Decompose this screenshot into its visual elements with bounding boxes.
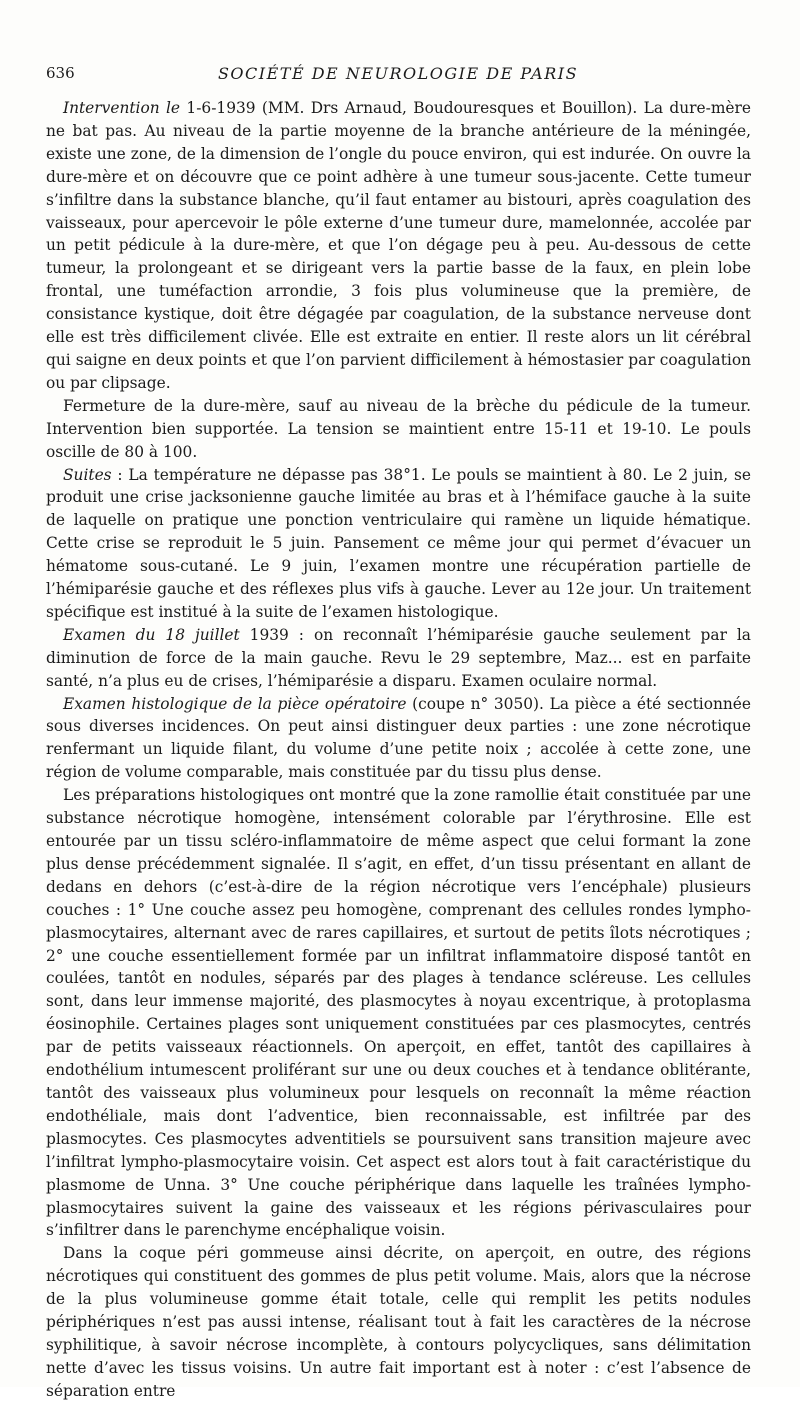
- paragraph-lead: Suites: [63, 465, 112, 484]
- paragraph-text: Les préparations histologiques ont montré que la zone ramollie était constituée par une substance nécrotique homogène, intensément colorable par l’érythrosine. Elle est entourée par un tissu scléro-inflammatoire de même aspect que celui formant la zone plus dense précédemment signalée. Il s’agit, en effet, d’un tissu présentant en allant de dedans en dehors (c’est-à-dire de la région nécrotique vers l’encéphale) plusieurs couches : 1° Une couche assez peu homogène, comprenant des cellules rondes lympho-plasmocytaires, alternant avec de rares capillaires, et surtout de petits îlots nécrotiques ; 2° une couche essentiellement formée par un infiltrat inflammatoire disposé tantôt en coulées, tantôt en nodules, séparés par des plages à tendance scléreuse. Les cellules sont, dans leur immense majorité, des plasmocytes à noyau excentrique, à protoplasma éosinophile. Certaines plages sont uniquement constituées par ces plasmocytes, centrés par de petits vaisseaux réactionnels. On aperçoit, en effet, tantôt des capillaires à endothélium intumescent proliférant sur une ou deux couches et à tendance oblitérante, tantôt des vaisseaux plus volumineux pour lesquels on reconnaît la même réaction endothéliale, mais dont l’adventice, bien reconnaissable, est infiltrée par des plasmocytes. Ces plasmocytes adventitiels se poursuivent sans transition majeure avec l’infiltrat lympho-plasmocytaire voisin. Cet aspect est alors tout à fait caractéristique du plasmome de Unna. 3° Une couche périphérique dans laquelle les traînées lympho-plasmocytaires suivent la gaine des vaisseaux et les régions périvasculaires pour s’infiltrer dans le parenchyme encéphalique voisin.: [46, 786, 751, 1240]
- running-title: SOCIÉTÉ DE NEUROLOGIE DE PARIS: [217, 64, 579, 83]
- paragraph-suites: [46, 464, 751, 624]
- paragraph-text: 1939 : on reconnaît l’hémiparésie gauche seulement par la diminution de force de la main gauche. Revu le 29 septembre, Maz... est en parfaite santé, n’a plus eu de crises, l’hémiparésie a disparu. Examen oculaire normal.: [46, 625, 751, 690]
- paragraph-lead: Examen histologique de la pièce opératoire: [63, 694, 407, 713]
- paragraph-text: Fermeture de la dure-mère, sauf au niveau de la brèche du pédicule de la tumeur. Intervention bien supportée. La tension se maintient entre 15-11 et 19-10. Le pouls oscille de 80 à 100.: [46, 396, 751, 461]
- body-text: [46, 97, 751, 1403]
- paragraph-text: (coupe n° 3050). La pièce a été sectionnée sous diverses incidences. On peut ainsi distinguer deux parties : une zone nécrotique renfermant un liquide filant, du volume d’une petite noix ; accolée à cette zone, une région de volume comparable, mais constituée par du tissu plus dense.: [46, 694, 751, 782]
- paragraph-text: : La température ne dépasse pas 38°1. Le pouls se maintient à 80. Le 2 juin, se produit une crise jacksonienne gauche limitée au bras et à l’hémiface gauche à la suite de laquelle on pratique une ponction ventriculaire qui ramène un liquide hématique. Cette crise se reproduit le 5 juin. Pansement ce même jour qui permet d’évacuer un hématome sous-cutané. Le 9 juin, l’examen montre une récupération partielle de l’hémiparésie gauche et des réflexes plus vifs à gauche. Lever au 12e jour. Un traitement spécifique est institué à la suite de l’examen histologique.: [46, 465, 751, 621]
- paragraph-preparations: [46, 784, 751, 1242]
- paragraph-lead: Intervention le: [63, 99, 181, 117]
- paragraph-text: 1-6-1939 (MM. Drs Arnaud, Boudouresques et Bouillon). La dure-mère ne bat pas. Au niveau de la partie moyenne de la branche antérieure de la méningée, existe une zone, de la dimension de l’ongle du pouce environ, qui est indurée. On ouvre la dure-mère et on découvre que ce point adhère à une tumeur sous-jacente. Cette tumeur s’infiltre dans la substance blanche, qu’il faut entamer au bistouri, après coagulation des vaisseaux, pour apercevoir le pôle externe d’une tumeur dure, mamelonnée, accolée par un petit pédicule à la dure-mère, et que l’on dégage peu à peu. Au-dessous de cette tumeur, la prolongeant et se dirigeant vers la partie basse de la faux, en plein lobe frontal, une tuméfaction arrondie, 3 fois plus volumineuse que la première, de consistance kystique, doit être dégagée par coagulation, de la substance nerveuse dont elle est très difficilement clivée. Elle est extraite en entier. Il reste alors un lit cérébral qui saigne en deux points et que l’on parvient difficilement à hémostasier par coagulation ou par clipsage.: [46, 99, 751, 392]
- paragraph-intervention: [46, 97, 751, 395]
- page-header: [46, 64, 750, 86]
- paragraph-examen-juillet: [46, 624, 751, 693]
- paragraph-examen-histologique: [46, 693, 751, 785]
- paragraph-lead: Examen du 18 juillet: [63, 625, 240, 644]
- page-number: 636: [46, 64, 75, 82]
- paragraph-text: Dans la coque péri gommeuse ainsi décrite, on aperçoit, en outre, des régions nécrotiques qui constituent des gommes de plus petit volume. Mais, alors que la nécrose de la plus volumineuse gomme était totale, celle qui remplit les petits nodules périphériques n’est pas aussi intense, réalisant tout à fait les caractères de la nécrose syphilitique, à savoir nécrose incomplète, à contours polycycliques, sans délimitation nette d’avec les tissus voisins. Un autre fait important est à noter : c’est l’absence de séparation entre: [46, 1244, 751, 1400]
- paragraph-coque: [46, 1242, 751, 1402]
- paragraph-fermeture: [46, 395, 751, 464]
